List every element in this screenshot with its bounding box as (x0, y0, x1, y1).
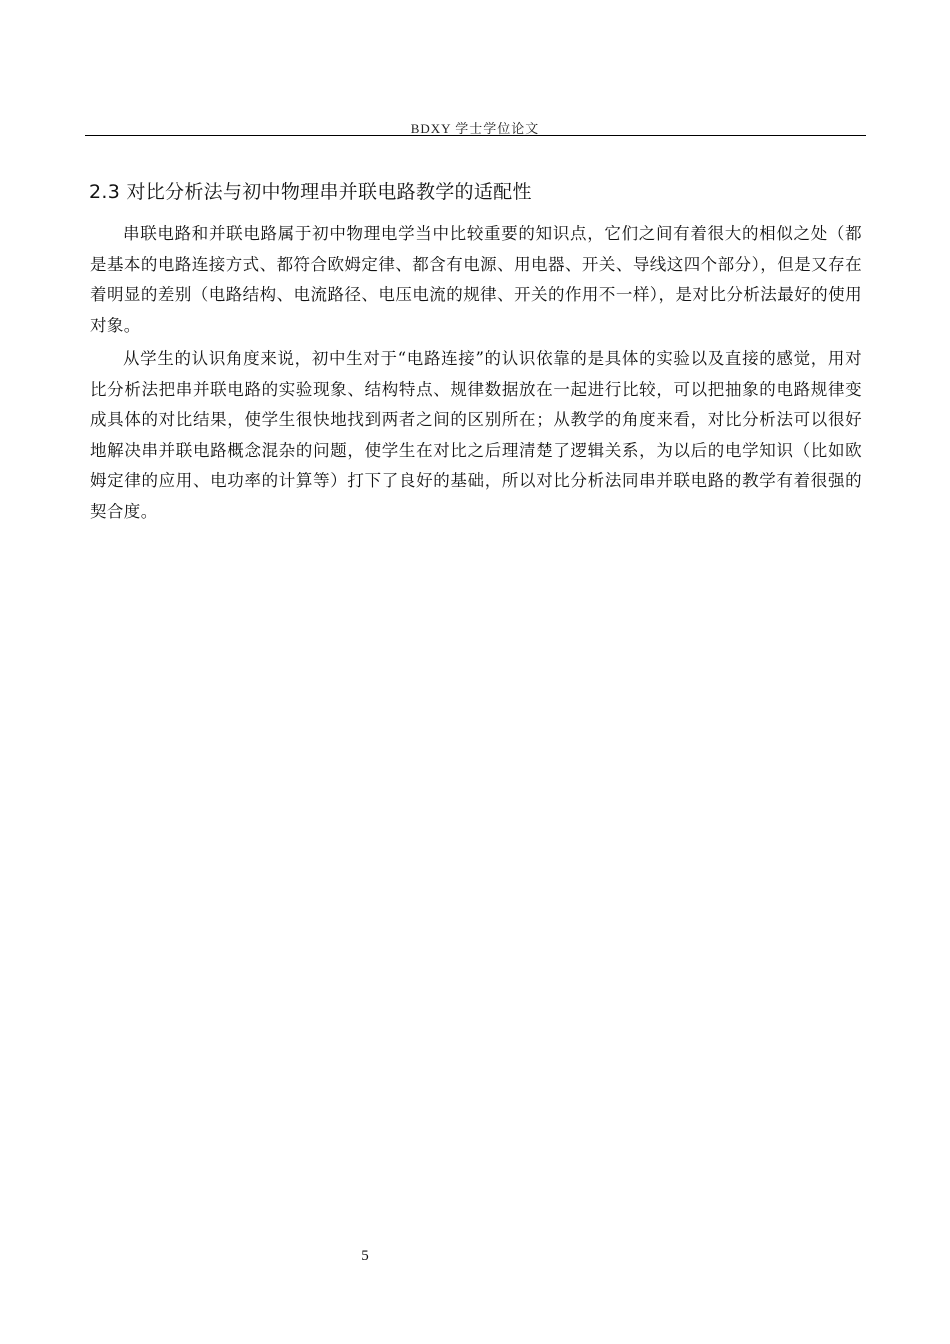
header-rule (85, 135, 866, 136)
page-number: 5 (361, 1248, 369, 1264)
body-text (90, 219, 862, 530)
section-heading: 2.3 对比分析法与初中物理串并联电路教学的适配性 (89, 181, 532, 203)
running-header: BDXY 学士学位论文 (410, 121, 540, 136)
paragraph: 串联电路和并联电路属于初中物理电学当中比较重要的知识点，它们之间有着很大的相似之处（都是基本的电路连接方式、都符合欧姆定律、都含有电源、用电器、开关、导线这四个部分），但是又存在着明显的差别（电路结构、电流路径、电压电流的规律、开关的作用不一样），是对比分析法最好的使用对象。 (90, 224, 862, 335)
paragraph: 从学生的认识角度来说，初中生对于“电路连接”的认识依靠的是具体的实验以及直接的感觉，用对比分析法把串并联电路的实验现象、结构特点、规律数据放在一起进行比较，可以把抽象的电路规律变成具体的对比结果，使学生很快地找到两者之间的区别所在；从教学的角度来看，对比分析法可以很好地解决串并联电路概念混杂的问题，使学生在对比之后理清楚了逻辑关系，为以后的电学知识（比如欧姆定律的应用、电功率的计算等）打下了良好的基础，所以对比分析法同串并联电路的教学有着很强的契合度。 (90, 349, 862, 521)
